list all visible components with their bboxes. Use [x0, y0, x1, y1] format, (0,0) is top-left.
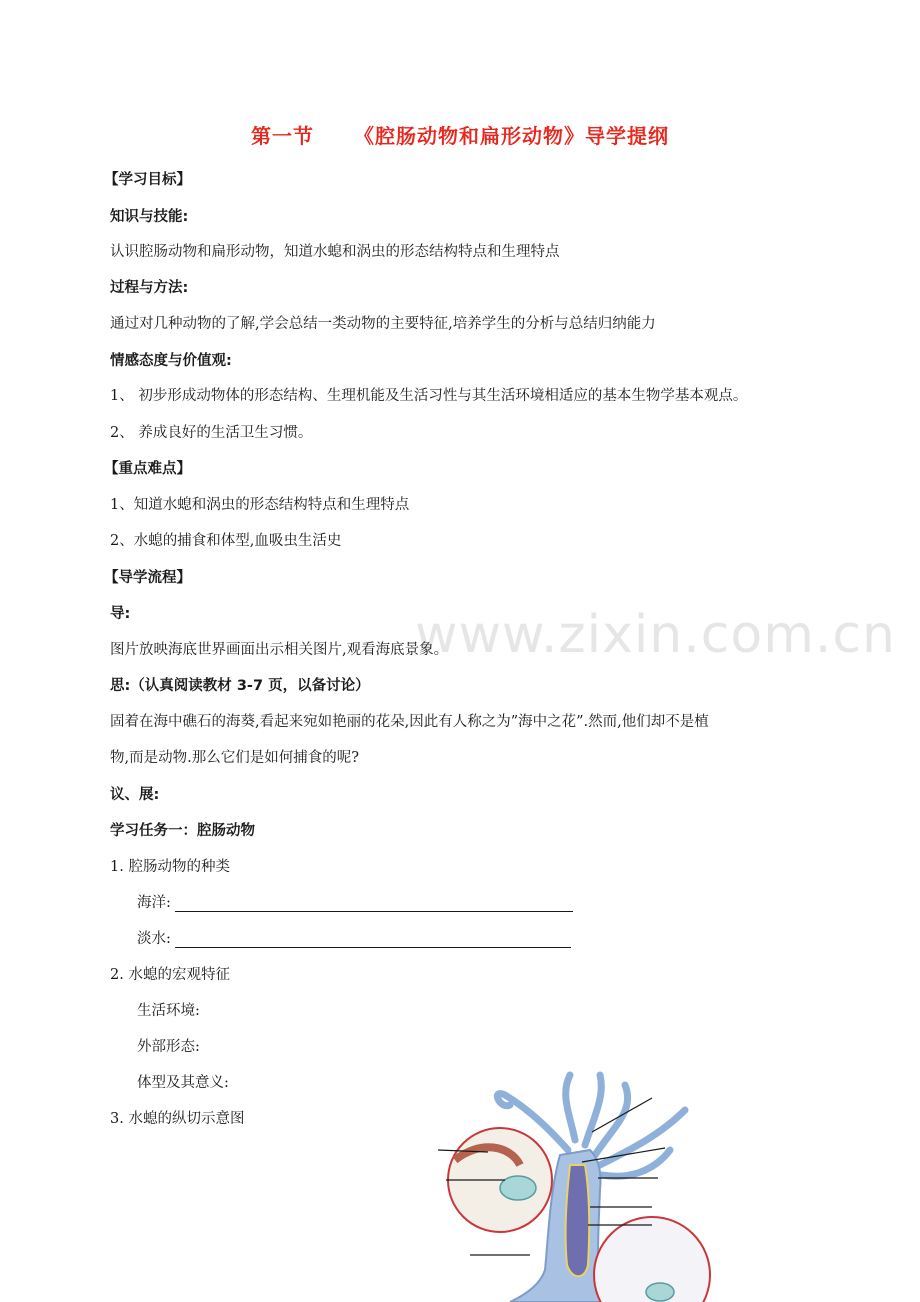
page-title: [0, 120, 920, 149]
key-item-1: 1、知道水螅和涡虫的形态结构特点和生理特点: [110, 497, 410, 513]
flow-heading: 【导学流程】: [104, 570, 191, 586]
nematocyst: [500, 1176, 536, 1200]
item-3: 3. 水螅的纵切示意图: [110, 1111, 245, 1127]
emotion-item-1: 1、 初步形成动物体的形态结构、生理机能及生活习性与其生活环境相适应的基本生物学基本观点。: [110, 388, 748, 404]
emotion-item-2: 2、 养成良好的生活卫生习惯。: [110, 425, 313, 441]
env-label: 生活环境:: [137, 1003, 200, 1019]
title-main: 《腔肠动物和扁形动物》导学提纲: [354, 124, 669, 148]
fresh-label: 淡水:: [137, 931, 171, 947]
watermark: www.zixin.com.cn: [415, 605, 896, 665]
task1-heading: 学习任务一：腔肠动物: [110, 823, 255, 839]
sea-row: [137, 891, 573, 912]
process-heading: 过程与方法:: [110, 280, 189, 296]
fresh-row: [137, 927, 571, 948]
knowledge-heading: 知识与技能:: [110, 209, 189, 225]
item-1: 1. 腔肠动物的种类: [110, 859, 230, 875]
shape-label: 外部形态:: [137, 1039, 200, 1055]
title-section: 第一节: [251, 124, 314, 148]
key-item-2: 2、水螅的捕食和体型,血吸虫生活史: [110, 533, 342, 549]
fresh-blank[interactable]: [175, 933, 571, 948]
right-inset-cell: [646, 1283, 674, 1301]
sea-blank[interactable]: [175, 897, 573, 912]
guide-text: 图片放映海底世界画面出示相关图片,观看海底景象。: [110, 642, 449, 658]
body-label: 体型及其意义:: [137, 1075, 229, 1091]
knowledge-text: 认识腔肠动物和扁形动物，知道水螅和涡虫的形态结构特点和生理特点: [110, 244, 560, 260]
think-heading: 思:（认真阅读教材 3-7 页，以备讨论）: [110, 678, 370, 694]
guide-heading: 导:: [110, 606, 131, 622]
key-heading: 【重点难点】: [104, 461, 191, 477]
gastric-cavity: [566, 1165, 590, 1276]
process-text: 通过对几种动物的了解,学会总结一类动物的主要特征,培养学生的分析与总结归纳能力: [110, 316, 656, 332]
think-text-1: 固着在海中礁石的海葵,看起来宛如艳丽的花朵,因此有人称之为”海中之花”.然而,他们却不是植: [110, 714, 709, 730]
sea-label: 海洋:: [137, 895, 171, 911]
hydra-section-diagram: [430, 1070, 770, 1302]
think-text-2: 物,而是动物.那么它们是如何捕食的呢?: [110, 750, 359, 766]
discuss-heading: 议、展:: [110, 787, 160, 803]
emotion-heading: 情感态度与价值观:: [110, 353, 232, 369]
goals-heading: 【学习目标】: [104, 172, 191, 188]
item-2: 2. 水螅的宏观特征: [110, 967, 230, 983]
